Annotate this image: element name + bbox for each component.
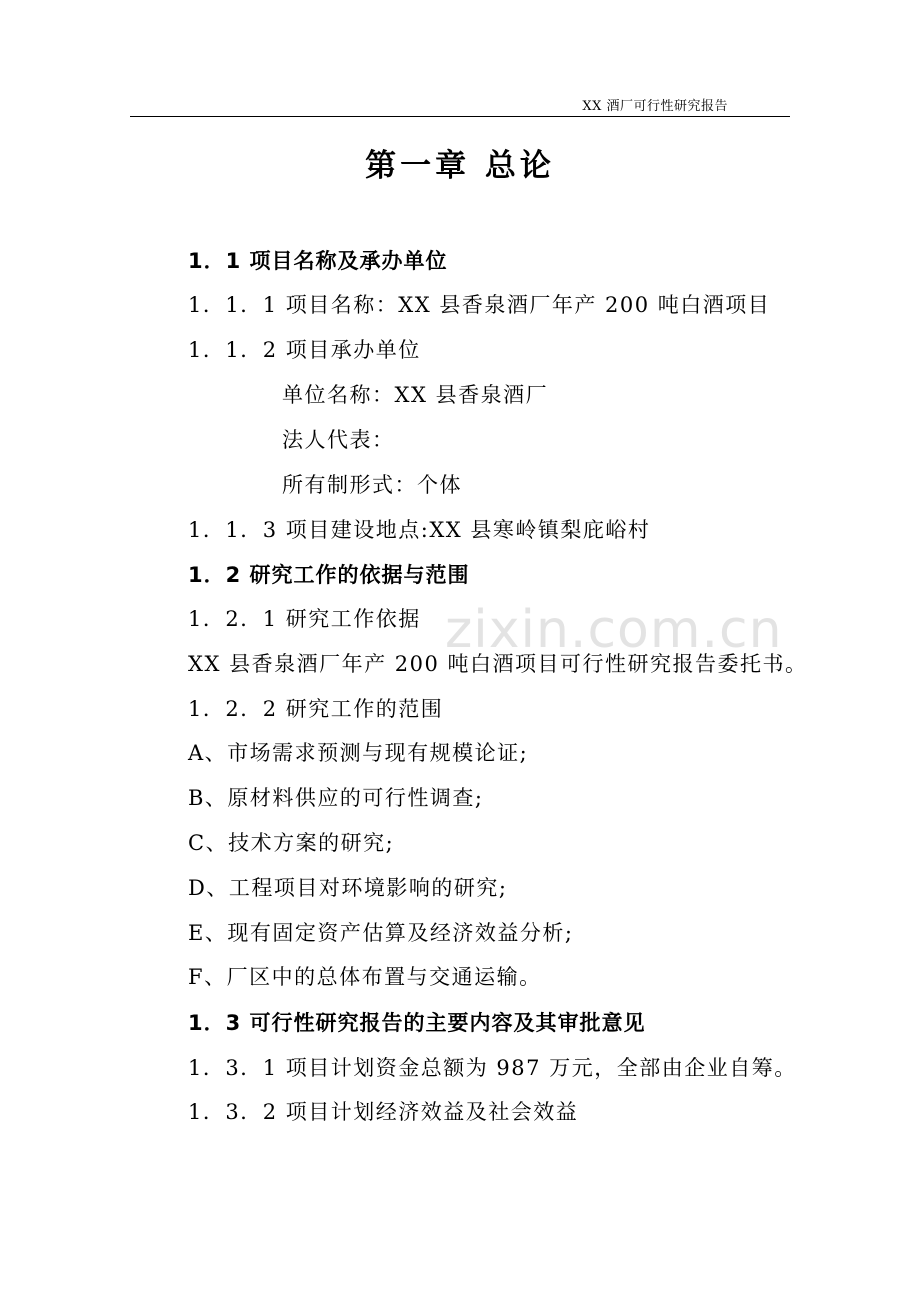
legal-rep-line: 法人代表： — [282, 428, 395, 452]
chapter-title: 第一章 总论 — [365, 148, 555, 184]
subsection-1-1-1: 1．1．1 项目名称：XX 县香泉酒厂年产 200 吨白酒项目 — [188, 293, 771, 317]
running-title: XX 酒厂可行性研究报告 — [582, 99, 728, 114]
unit-name-line: 单位名称：XX 县香泉酒厂 — [282, 383, 549, 407]
scope-item-c: C、技术方案的研究; — [188, 831, 395, 855]
section-heading-1-1: 1．1 项目名称及承办单位 — [188, 249, 448, 273]
subsection-1-2-2: 1．2．2 研究工作的范围 — [188, 697, 444, 721]
scope-item-d: D、工程项目对环境影响的研究; — [188, 876, 508, 900]
watermark: zixin.com.cn — [445, 600, 783, 660]
scope-item-f: F、厂区中的总体布置与交通运输。 — [188, 965, 542, 989]
subsection-1-2-1: 1．2．1 研究工作依据 — [188, 607, 421, 631]
scope-item-e: E、现有固定资产估算及经济效益分析; — [188, 921, 574, 945]
subsection-1-1-2: 1．1．2 项目承办单位 — [188, 338, 421, 362]
section-heading-1-2: 1．2 研究工作的依据与范围 — [188, 563, 470, 587]
subsection-1-3-2: 1．3．2 项目计划经济效益及社会效益 — [188, 1100, 579, 1124]
section-heading-1-3: 1．3 可行性研究报告的主要内容及其审批意见 — [188, 1011, 646, 1035]
ownership-line: 所有制形式：个体 — [282, 473, 462, 497]
basis-paragraph: XX 县香泉酒厂年产 200 吨白酒项目可行性研究报告委托书。 — [188, 652, 808, 676]
subsection-1-3-1: 1．3．1 项目计划资金总额为 987 万元，全部由企业自筹。 — [188, 1056, 797, 1080]
page-header — [130, 88, 790, 117]
scope-item-b: B、原材料供应的可行性调查; — [188, 786, 484, 810]
subsection-1-1-3: 1．1．3 项目建设地点:XX 县寒岭镇梨庇峪村 — [188, 518, 651, 542]
scope-item-a: A、市场需求预测与现有规模论证; — [188, 741, 529, 765]
